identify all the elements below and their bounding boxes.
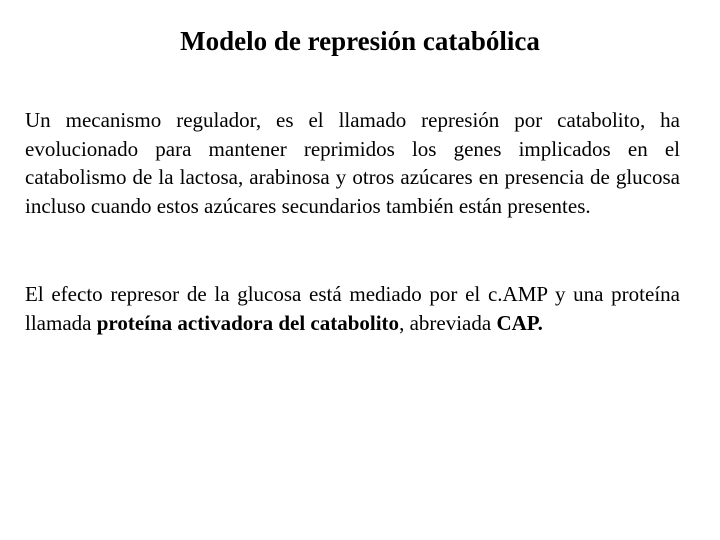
paragraph-cap-text-1: El efecto represor de la glucosa está mediado por el c.AMP y una proteína llamada (25, 282, 680, 335)
bold-term-cap-protein: proteína activadora del catabolito (96, 310, 400, 335)
paragraph-cap-text-2: , abreviada (399, 310, 497, 335)
paragraph-cap (25, 280, 680, 337)
bold-abbr-cap: CAP. (496, 310, 543, 335)
slide-title: Modelo de represión catabólica (180, 26, 540, 56)
paragraph-catabolite-repression: Un mecanismo regulador, es el llamado represión por catabolito, ha evolucionado para mantener reprimidos los genes implicados en el catabolismo de la lactosa, arabinosa y otros azúcares en presencia de glucosa incluso cuando estos azúcares secundarios también están presentes. (25, 108, 680, 218)
